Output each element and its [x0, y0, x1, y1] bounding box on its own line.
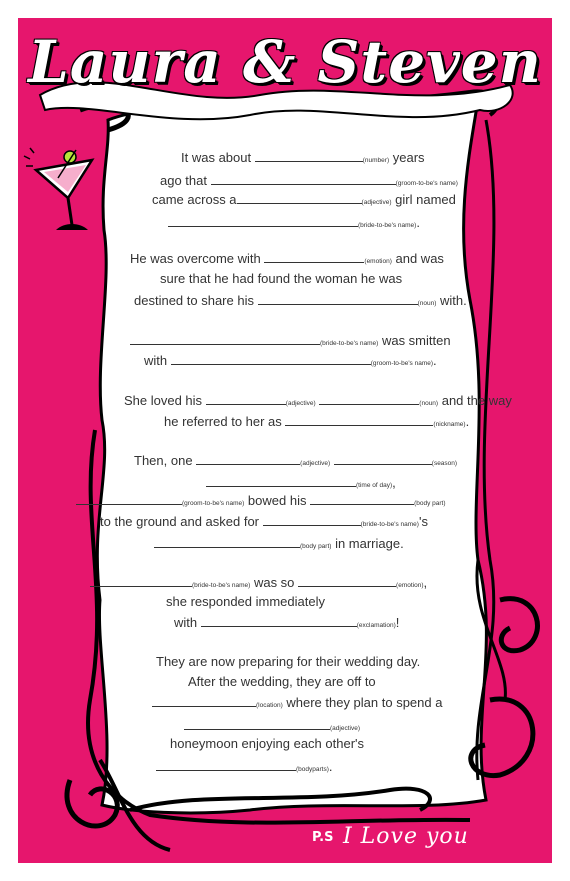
line-1: It was about (number) years [181, 150, 425, 165]
blank-groom-name-3[interactable] [76, 492, 182, 505]
page-title: Laura & Steven [28, 28, 542, 96]
blank-adjective-2[interactable] [206, 392, 286, 405]
line-3: came across a (adjective) girl named [152, 192, 456, 207]
line-12: Then, one (adjective) (season) [134, 453, 458, 468]
blank-body-part[interactable] [310, 492, 414, 505]
blank-emotion-2[interactable] [298, 574, 396, 587]
ps-message: I Love you [343, 824, 469, 849]
blank-groom-name-2[interactable] [171, 352, 371, 365]
blank-number[interactable] [255, 149, 363, 162]
blank-season[interactable] [334, 452, 432, 465]
line-17: (bride-to-be's name) was so (emotion), [90, 574, 427, 594]
blank-bride-name-2[interactable] [130, 332, 320, 345]
line-14: (groom-to-be's name) bowed his (body part) [76, 492, 446, 512]
line-20: They are now preparing for their wedding day. [156, 654, 421, 669]
blank-nickname[interactable] [285, 413, 433, 426]
blank-adjective[interactable] [237, 191, 362, 204]
line-8: (bride-to-be's name) was smitten [130, 332, 451, 352]
line-24: honeymoon enjoying each other's [170, 736, 365, 751]
blank-bride-name-3[interactable] [263, 513, 361, 526]
blank-location[interactable] [152, 694, 256, 707]
blank-adjective-4[interactable] [184, 717, 330, 730]
blank-groom-name[interactable] [211, 172, 396, 185]
blank-bride-name[interactable] [168, 214, 358, 227]
line-6: sure that he had found the woman he was [160, 271, 403, 286]
line-16: (body part) in marriage. [154, 535, 404, 555]
blank-time-of-day[interactable] [206, 474, 356, 487]
blank-exclamation[interactable] [201, 614, 357, 627]
line-2: ago that (groom-to-be's name) [160, 173, 458, 188]
blank-noun-2[interactable] [319, 392, 419, 405]
line-5: He was overcome with (emotion) and was [130, 251, 444, 266]
line-4: (bride-to-be's name). [168, 214, 420, 234]
line-13: (time of day), [206, 474, 396, 494]
blank-bodyparts[interactable] [156, 758, 296, 771]
ps-prefix: P.S [312, 830, 334, 845]
line-19: with (exclamation)! [174, 615, 400, 630]
line-9: with (groom-to-be's name). [144, 353, 437, 368]
line-23: (adjective) [184, 717, 360, 737]
martini-glass-icon [24, 148, 92, 230]
line-21: After the wedding, they are off to [188, 674, 376, 689]
line-10: She loved his (adjective) (noun) and the way [124, 393, 512, 408]
line-7: destined to share his (noun) with. [134, 293, 467, 308]
blank-body-part-2[interactable] [154, 535, 300, 548]
line-22: (location) where they plan to spend a [152, 694, 442, 714]
line-25: (bodyparts). [156, 758, 333, 778]
line-15: to the ground and asked for (bride-to-be's name)'s [100, 514, 428, 529]
blank-emotion[interactable] [264, 250, 364, 263]
line-11: he referred to her as (nickname). [164, 414, 470, 429]
line-18: she responded immediately [166, 594, 325, 609]
ps-note [0, 824, 570, 864]
blank-noun[interactable] [258, 292, 418, 305]
blank-adjective-3[interactable] [196, 452, 300, 465]
blank-bride-name-4[interactable] [90, 574, 192, 587]
